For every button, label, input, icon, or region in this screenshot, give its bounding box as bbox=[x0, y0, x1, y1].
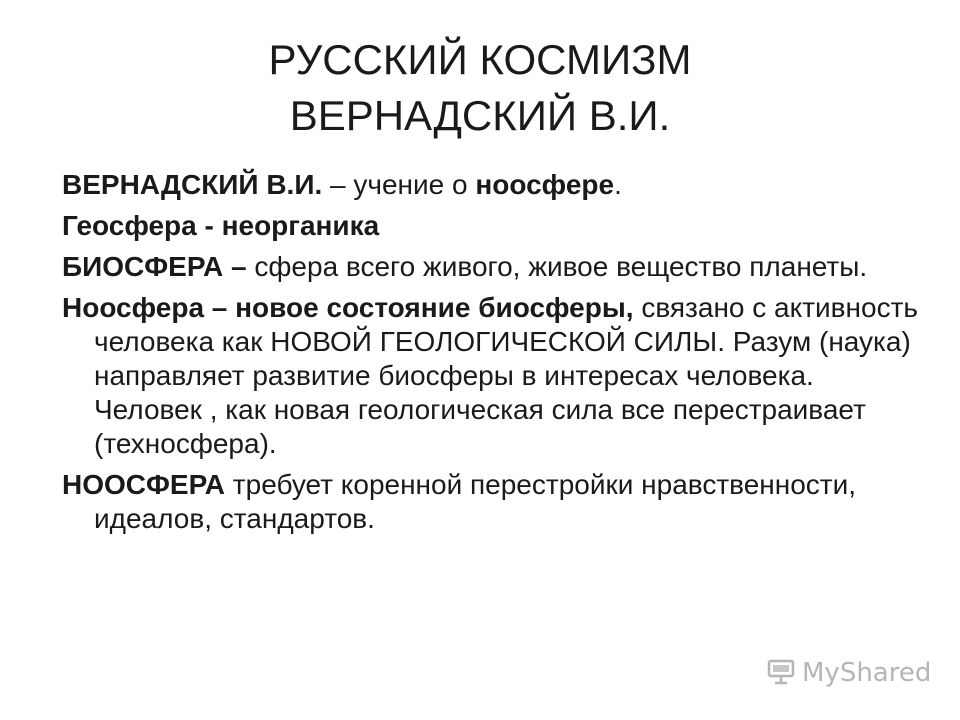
text-run: Ноосфера – новое состояние биосферы, bbox=[62, 292, 634, 323]
text-run: требует коренной перестройки нравственности, идеалов, стандартов. bbox=[94, 469, 857, 534]
text-run: связано с активность человека как НОВОЙ ГЕОЛОГИЧЕСКОЙ СИЛЫ. Разум (наука) направляет развитие биосферы в интересах человека. Человек , как новая геологическая сила все перестраивает (техносфера). bbox=[94, 292, 918, 459]
paragraph-biosphere bbox=[62, 250, 922, 284]
text-run: . bbox=[614, 169, 622, 200]
watermark-text: MyShared bbox=[802, 658, 932, 688]
paragraph-noosphere-teaching bbox=[62, 168, 922, 202]
text-run: – учение о bbox=[322, 169, 476, 200]
text-run: Геосфера - неорганика bbox=[62, 210, 380, 241]
text-run: ВЕРНАДСКИЙ В.И. bbox=[62, 169, 323, 200]
slide-title bbox=[120, 32, 840, 144]
title-line-1: РУССКИЙ КОСМИЗМ bbox=[268, 36, 692, 83]
text-run: сфера всего живого, живое вещество планеты. bbox=[254, 251, 868, 282]
paragraph-noosphere-requirements bbox=[62, 468, 922, 536]
projector-screen-icon bbox=[766, 656, 796, 691]
text-run: БИОСФЕРА – bbox=[62, 251, 255, 282]
slide-body bbox=[62, 168, 922, 543]
paragraph-geosphere bbox=[62, 209, 922, 243]
watermark-logo bbox=[766, 656, 936, 690]
title-line-2: ВЕРНАДСКИЙ В.И. bbox=[289, 92, 671, 139]
text-run: НООСФЕРА bbox=[62, 469, 226, 500]
paragraph-noosphere-definition bbox=[62, 291, 922, 461]
text-run: ноосфере bbox=[475, 169, 615, 200]
